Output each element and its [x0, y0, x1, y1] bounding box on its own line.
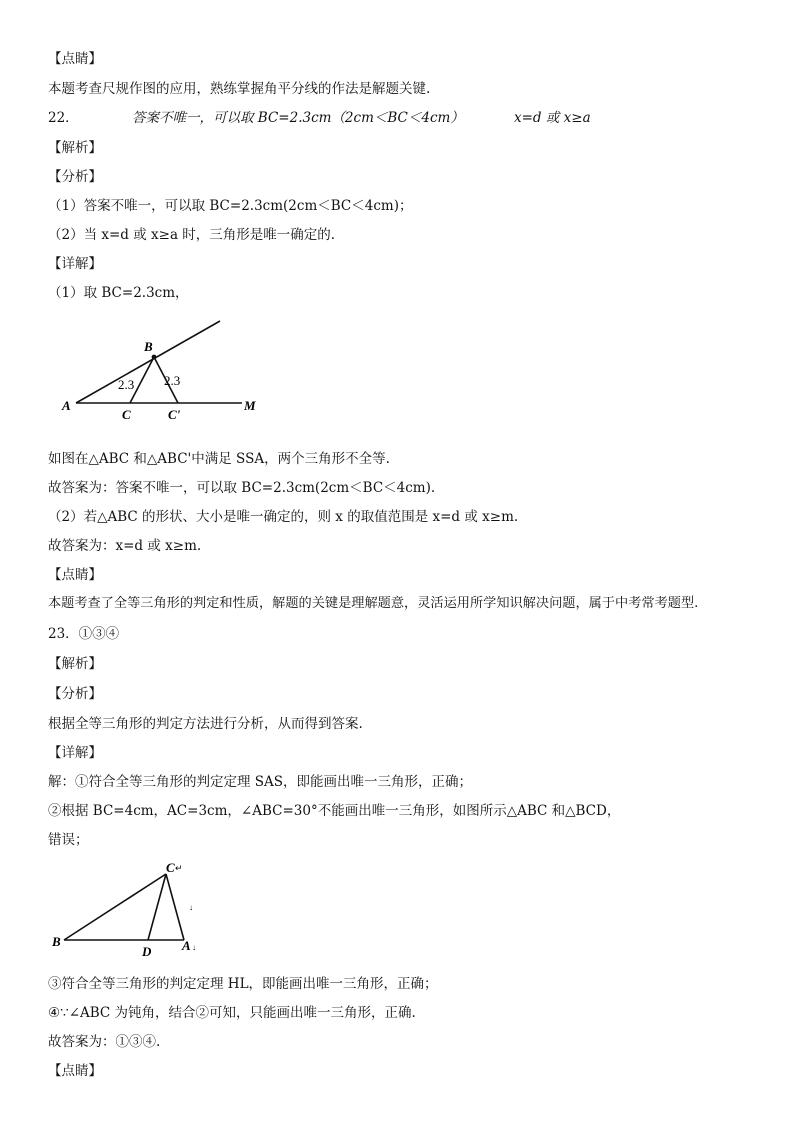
label-a: A	[62, 398, 71, 413]
question-number: 22．	[48, 110, 79, 126]
text-line: 本题考查尺规作图的应用，熟练掌握角平分线的作法是解题关键.	[48, 81, 431, 97]
text-line: （2）当 x=d 或 x≥a 时，三角形是唯一确定的.	[48, 227, 336, 243]
figure-triangles	[50, 858, 210, 958]
text-line: 解：①符合全等三角形的判定定理 SAS，即能画出唯一三角形，正确；	[48, 774, 473, 790]
text-line: 错误；	[48, 832, 89, 848]
figure-ssa	[60, 315, 270, 423]
text-line: （1）取 BC=2.3cm，	[48, 285, 189, 301]
text-line: （1）答案不唯一，可以取 BC=2.3cm(2cm＜BC＜4cm)；	[48, 198, 413, 214]
text-line: 根据全等三角形的判定方法进行分析，从而得到答案.	[48, 716, 363, 732]
label-b: B	[52, 934, 61, 949]
label-b: B	[144, 339, 153, 354]
segment-ca	[166, 874, 184, 940]
text-line: 故答案为：答案不唯一，可以取 BC=2.3cm(2cm＜BC＜4cm).	[48, 480, 436, 496]
text-line: 23．①③④	[48, 626, 120, 642]
text-line: 【分析】	[48, 686, 102, 702]
label-c-prime: C'	[168, 407, 181, 422]
text-line: 故答案为：x=d 或 x≥m.	[48, 538, 202, 554]
answer-part-2: x=d 或 x≥a	[514, 110, 591, 126]
text-line: ④∵∠ABC 为钝角，结合②可知，只能画出唯一三角形，正确.	[48, 1005, 416, 1021]
text-line: 【详解】	[48, 745, 102, 761]
point-b	[152, 355, 157, 360]
ray-ab	[76, 321, 220, 403]
c-mark: ↵	[175, 863, 183, 873]
side-mark: ↓	[189, 903, 193, 912]
text-line: 【点睛】	[48, 1063, 102, 1079]
label-m: M	[244, 398, 256, 413]
text-line: （2）若△ABC 的形状、大小是唯一确定的，则 x 的取值范围是 x=d 或 x≥m.	[48, 509, 519, 525]
text-line: 故答案为：①③④.	[48, 1034, 161, 1050]
text-line: 【分析】	[48, 169, 102, 185]
text-line: 【解析】	[48, 656, 102, 672]
a-mark: ↓	[192, 943, 196, 952]
text-line: 如图在△ABC 和△ABC'中满足 SSA，两个三角形不全等.	[48, 451, 390, 467]
text-line: ③符合全等三角形的判定定理 HL，即能画出唯一三角形，正确；	[48, 976, 438, 992]
label-d: D	[142, 944, 152, 958]
text-line: 【点睛】	[48, 567, 102, 583]
label-a: A	[182, 938, 191, 953]
text-line: 【详解】	[48, 256, 102, 272]
side-label-bc-prime: 2.3	[164, 373, 181, 388]
text-line: 【点睛】	[48, 51, 102, 67]
text-line: ②根据 BC=4cm，AC=3cm，∠ABC=30°不能画出唯一三角形，如图所示△ABC 和△BCD，	[48, 803, 621, 819]
label-c: C	[122, 407, 131, 422]
text-line: 本题考查了全等三角形的判定和性质，解题的关键是理解题意，灵活运用所学知识解决问题，属于中考常考题型.	[48, 596, 699, 611]
side-label-bc: 2.3	[118, 377, 135, 392]
answer-part-1: 答案不唯一，可以取 BC=2.3cm（2cm＜BC＜4cm）	[132, 110, 464, 126]
label-c: C	[166, 860, 175, 875]
text-line: 【解析】	[48, 140, 102, 156]
